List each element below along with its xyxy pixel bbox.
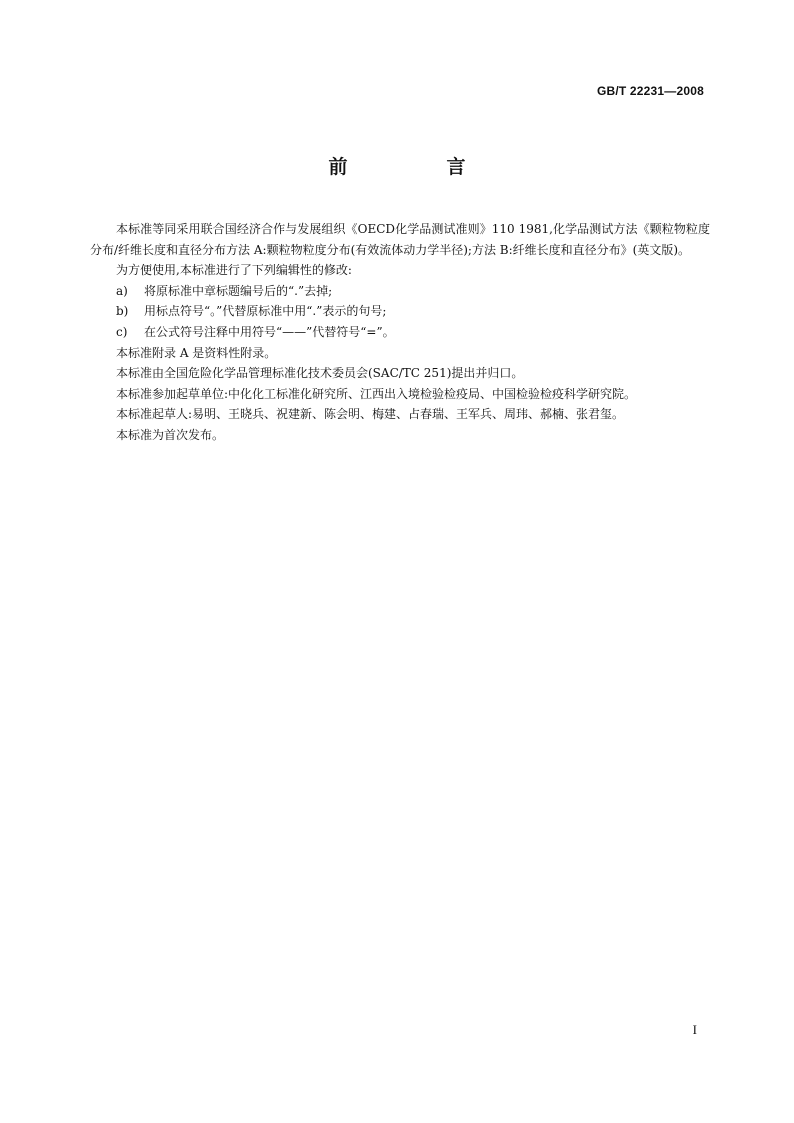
paragraph-first-release: 本标准为首次发布。 <box>116 427 225 442</box>
list-item <box>90 301 710 322</box>
paragraph-proposer: 本标准由全国危险化学品管理标准化技术委员会(SAC/TC 251)提出并归口。 <box>116 366 524 381</box>
paragraph-modifications-intro: 为方便使用,本标准进行了下列编辑性的修改: <box>116 263 352 278</box>
list-item-label: b) <box>116 304 129 319</box>
paragraph-drafters: 本标准起草人:易明、王晓兵、祝建新、陈会明、梅建、占春瑞、王军兵、周玮、郝楠、张君玺。 <box>116 407 625 422</box>
list-item <box>90 322 710 343</box>
list-item <box>90 281 710 302</box>
foreword-body <box>90 219 710 446</box>
list-item-text: 用标点符号“。”代替原标准中用“.”表示的句号; <box>144 304 387 319</box>
paragraph-appendix: 本标准附录 A 是资料性附录。 <box>116 345 277 360</box>
list-item-text: 将原标准中章标题编号后的“.”去掉; <box>144 283 333 298</box>
list-item-label: c) <box>116 324 128 339</box>
standard-code: GB/T 22231—2008 <box>596 84 704 98</box>
list-item-text: 在公式符号注释中用符号“——”代替符号“=”。 <box>144 324 395 339</box>
paragraph-adoption: 本标准等同采用联合国经济合作与发展组织《OECD化学品测试准则》110 1981,化学品测试方法《颗粒物粒度分布/纤维长度和直径分布方法 A:颗粒物粒度分布(有效流体动力学半径);方法 B:纤维长度和直径分布》(英文版)。 <box>90 222 710 257</box>
page-number: I <box>692 1022 697 1037</box>
list-item-label: a) <box>116 283 128 298</box>
paragraph-drafting-units: 本标准参加起草单位:中化化工标准化研究所、江西出入境检验检疫局、中国检验检疫科学研究院。 <box>116 386 637 401</box>
page-title: 前 言 <box>328 156 506 178</box>
